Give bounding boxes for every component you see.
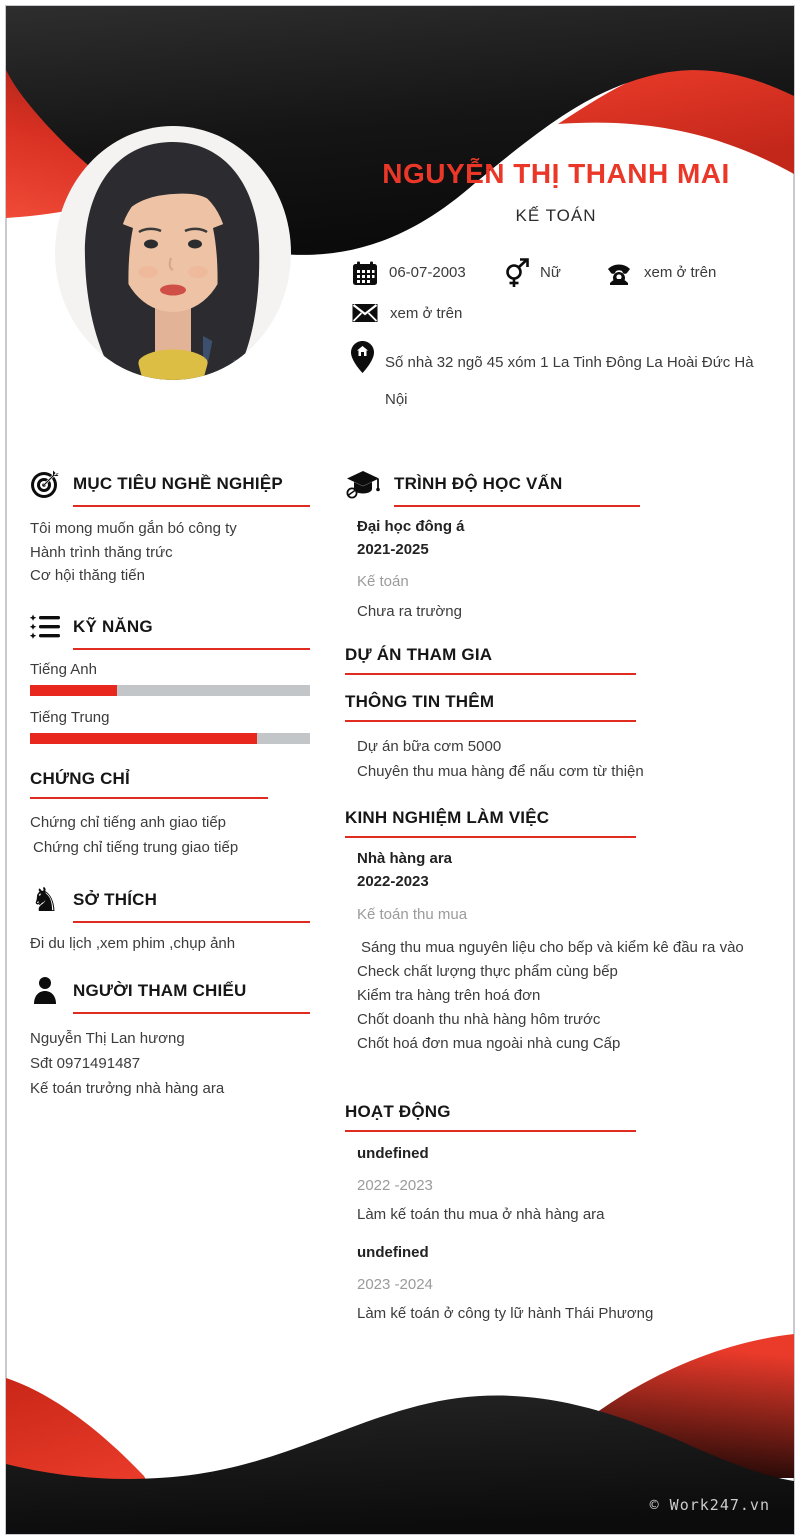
hobby-line: Đi du lịch ,xem phim ,chụp ảnh [30, 934, 236, 952]
profile-photo [55, 126, 291, 380]
section-rule [73, 921, 310, 923]
experience-company: Nhà hàng ara [357, 850, 453, 867]
certificate-line: Chứng chỉ tiếng trung giao tiếp [33, 838, 239, 856]
section-hobbies-header [30, 880, 310, 918]
dob-value: 06-07-2003 [389, 264, 466, 281]
education-major: Kế toán [357, 573, 409, 590]
skill-item [30, 661, 310, 696]
section-hobbies-title: SỞ THÍCH [73, 889, 158, 909]
section-additional-title: THÔNG TIN THÊM [345, 692, 495, 711]
eye-left [144, 240, 158, 249]
skill-bar-track [30, 685, 310, 696]
gender-icon [503, 258, 529, 288]
section-skills-title: KỸ NĂNG [73, 616, 153, 636]
education-years: 2021-2025 [357, 541, 429, 558]
section-rule [30, 797, 268, 799]
section-education-header [345, 468, 759, 500]
target-icon [30, 468, 60, 500]
section-activities-title: HOẠT ĐỘNG [345, 1102, 451, 1121]
experience-duty: Chốt doanh thu nhà hàng hôm trước [357, 1011, 601, 1028]
section-certificates-title: CHỨNG CHỈ [30, 768, 130, 788]
experience-duty: Check chất lượng thực phẩm cùng bếp [357, 963, 618, 980]
activity-desc: Làm kế toán ở công ty lữ hành Thái Phương [357, 1305, 654, 1322]
section-references-title: NGƯỜI THAM CHIẾU [73, 980, 247, 1000]
experience-duty: Chốt hoá đơn mua ngoài nhà cung Cấp [357, 1035, 621, 1052]
right-column [345, 468, 759, 1322]
skill-label: Tiếng Trung [30, 708, 110, 726]
footer-brand: © Work247.vn [649, 1496, 770, 1514]
activity-item [357, 1244, 759, 1322]
section-objective-title: MỤC TIÊU NGHỀ NGHIỆP [73, 474, 283, 493]
additional-line: Dự án bữa cơm 5000 [357, 738, 502, 755]
section-rule [73, 648, 310, 650]
section-rule [345, 673, 636, 675]
education-note: Chưa ra trường [357, 603, 462, 620]
activity-item [357, 1145, 759, 1223]
section-references-header [30, 975, 310, 1007]
address-value: Số nhà 32 ngõ 45 xóm 1 La Tinh Đông La Hoài Đức Hà Nội [385, 354, 754, 408]
section-rule [73, 505, 310, 507]
eye-right [188, 240, 202, 249]
reference-line: Nguyễn Thị Lan hương [30, 1029, 185, 1047]
section-rule [345, 1130, 636, 1132]
section-skills-header [30, 611, 310, 643]
section-rule [345, 720, 636, 722]
section-rule [345, 836, 636, 838]
activity-desc: Làm kế toán thu mua ở nhà hàng ara [357, 1206, 605, 1223]
objective-line: Hành trình thăng trức [30, 543, 173, 561]
graduation-cap-icon [345, 468, 381, 500]
skill-bar-fill [30, 685, 117, 696]
section-projects-title: DỰ ÁN THAM GIA [345, 645, 493, 664]
phone-icon [606, 261, 632, 287]
objective-line: Cơ hội thăng tiến [30, 567, 145, 584]
email-value: xem ở trên [390, 305, 463, 322]
reference-line: Sđt 0971491487 [30, 1054, 141, 1072]
section-rule [394, 505, 640, 507]
person-icon [30, 975, 60, 1007]
experience-years: 2022-2023 [357, 873, 429, 890]
experience-duty: Sáng thu mua nguyên liệu cho bếp và kiểm kê đầu ra vào [361, 939, 744, 956]
certificate-line: Chứng chỉ tiếng anh giao tiếp [30, 813, 227, 831]
lips [160, 285, 186, 296]
experience-duty: Kiểm tra hàng trên hoá đơn [357, 987, 541, 1004]
activity-years: 2023 -2024 [357, 1276, 433, 1293]
skill-bar-track [30, 733, 310, 744]
mail-icon [352, 303, 378, 323]
phone-value: xem ở trên [644, 264, 717, 281]
knight-icon: ♞ [30, 880, 60, 918]
skill-label: Tiếng Anh [30, 660, 97, 678]
section-education-title: TRÌNH ĐỘ HỌC VẤN [394, 474, 563, 493]
location-pin-icon [351, 341, 374, 373]
list-icon [30, 611, 60, 643]
experience-role: Kế toán thu mua [357, 906, 468, 923]
section-experience-title: KINH NGHIỆM LÀM VIỆC [345, 808, 550, 827]
section-objective-header [30, 468, 310, 500]
additional-line: Chuyên thu mua hàng để nấu cơm từ thiện [357, 763, 644, 780]
activity-title: undefined [357, 1145, 429, 1162]
calendar-icon [352, 261, 378, 287]
left-column [30, 468, 310, 1101]
activity-years: 2022 -2023 [357, 1177, 433, 1194]
gender-value: Nữ [540, 264, 561, 281]
activity-title: undefined [357, 1244, 429, 1261]
section-rule [73, 1012, 310, 1014]
education-school: Đại học đông á [357, 518, 465, 535]
skill-item [30, 709, 310, 744]
candidate-name: NGUYỄN THỊ THANH MAI [382, 158, 730, 189]
candidate-job-title: KẾ TOÁN [515, 206, 597, 225]
reference-line: Kế toán trưởng nhà hàng ara [30, 1079, 225, 1097]
objective-line: Tôi mong muốn gắn bó công ty [30, 520, 237, 537]
skill-bar-fill [30, 733, 257, 744]
